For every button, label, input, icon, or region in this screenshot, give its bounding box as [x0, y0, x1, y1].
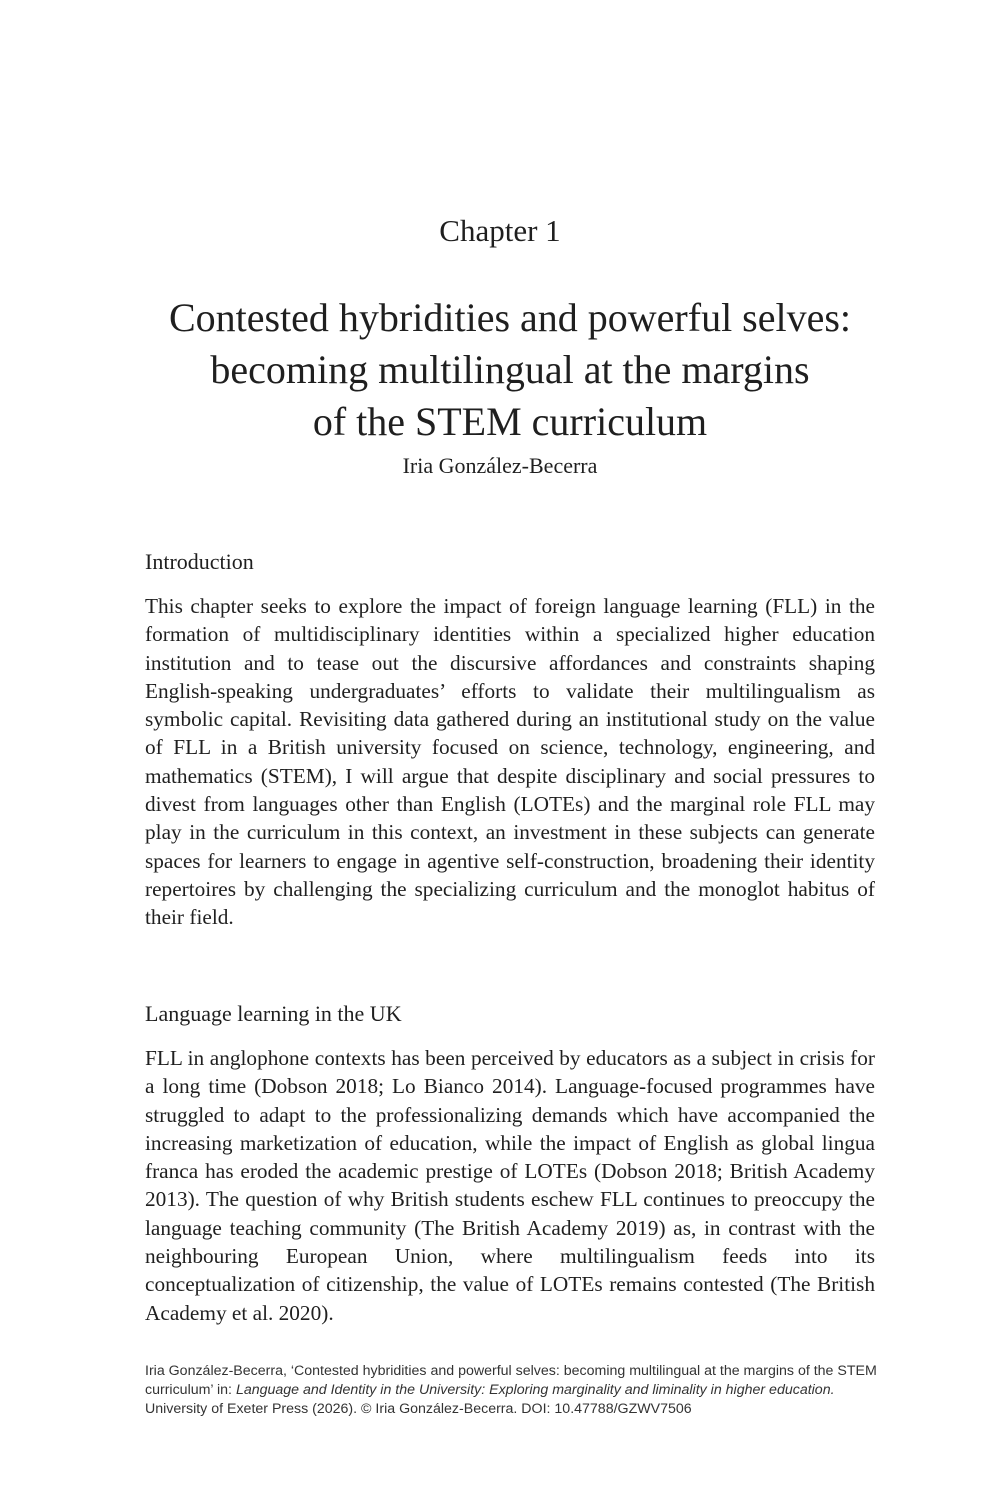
chapter-author: Iria González-Becerra — [402, 453, 598, 478]
citation-prefix: Iria González-Becerra, ‘Contested hybridities and powerful selves: becoming multilingual at the margins of the STEM curriculum’ in: — [145, 1363, 877, 1398]
chapter-title-line-1: Contested hybridities and powerful selves: — [168, 295, 852, 340]
section-heading: Introduction — [145, 549, 254, 574]
chapter-title-line-3: of the STEM curriculum — [312, 399, 708, 444]
section-paragraph: This chapter seeks to explore the impact of foreign language learning (FLL) in the formation of multidisciplinary identities within a specialized higher education institution and to tease out the discursive affordances and constraints shaping English-speaking undergraduates’ efforts to validate their multilingualism as symbolic capital. Revisiting data gathered during an institutional study on the value of FLL in a British university focused on science, technology, engineering, and mathematics (STEM), I will argue that despite disciplinary and social pressures to divest from languages other than English (LOTEs) and the marginal role FLL may play in the curriculum in this context, an investment in these subjects can generate spaces for learners to engage in agentive self-construction, broadening their identity repertoires by challenging the specializing curriculum and the monoglot habitus of their field. — [145, 594, 875, 930]
citation-suffix: University of Exeter Press (2026). © Iria González-Becerra. DOI: 10.47788/GZWV7506 — [145, 1401, 692, 1417]
section-introduction — [145, 548, 875, 932]
section-heading: Language learning in the UK — [145, 1001, 402, 1026]
section-language-learning-uk — [145, 1000, 875, 1327]
section-paragraph: FLL in anglophone contexts has been perceived by educators as a subject in crisis for a long time (Dobson 2018; Lo Bianco 2014). Language-focused programmes have struggled to adapt to the professionalizing demands which have accompanied the increasing marketization of education, while the impact of English as global lingua franca has eroded the academic prestige of LOTEs (Dobson 2018; British Academy 2013). The question of why British students eschew FLL continues to preoccupy the language teaching community (The British Academy 2019) as, in contrast with the neighbouring European Union, where multilingualism feeds into its conceptualization of citizenship, the value of LOTEs remains contested (The British Academy et al. 2020). — [145, 1046, 875, 1325]
citation-book-title: Language and Identity in the University: Exploring marginality and liminality in higher education. — [235, 1382, 835, 1398]
chapter-label: Chapter 1 — [439, 213, 561, 248]
chapter-title — [120, 292, 900, 448]
citation-footer — [145, 1362, 880, 1419]
chapter-title-line-2: becoming multilingual at the margins — [210, 347, 810, 392]
